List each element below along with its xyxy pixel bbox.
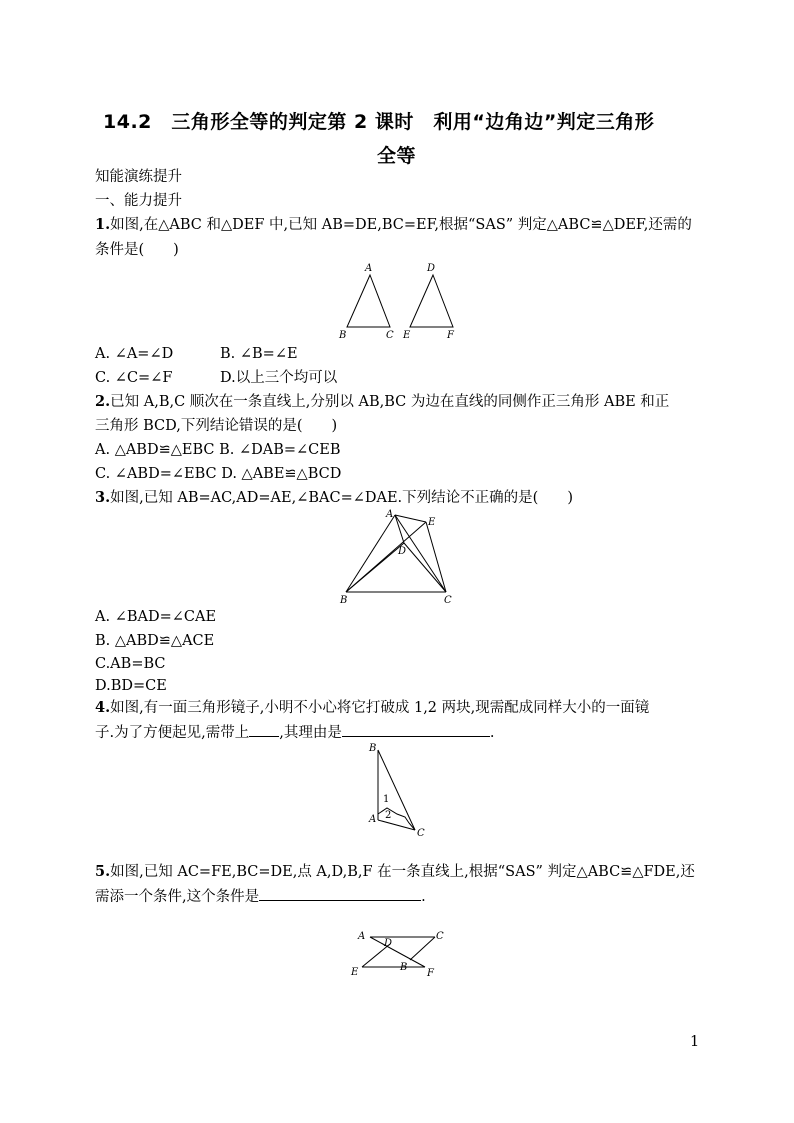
q4-number: 4. — [95, 699, 111, 716]
label-F: F — [427, 968, 434, 979]
label-E: E — [403, 330, 411, 341]
page-number: 1 — [690, 1034, 700, 1050]
label-B: B — [400, 962, 408, 973]
q5-number: 5. — [95, 863, 111, 880]
q1-option-a: A. ∠A=∠D — [95, 346, 174, 362]
q4-stem-end: . — [489, 725, 495, 741]
q3-option-d: D.BD=CE — [95, 678, 167, 694]
q1-stem: 如图,在△ABC 和△DEF 中,已知 AB=DE,BC=EF,根据“SAS” 判定△ABC≌△DEF,还需的 — [110, 217, 692, 233]
q1-option-c: C. ∠C=∠F — [95, 370, 173, 386]
q2-number: 2. — [95, 393, 111, 410]
part-heading: 一、能力提升 — [95, 193, 182, 209]
q4-stem-part1: 子.为了方便起见,需带上 — [95, 725, 250, 741]
q3-option-a: A. ∠BAD=∠CAE — [95, 609, 217, 625]
q2-text-line2: 三角形 BCD,下列结论错误的是( ) — [95, 418, 338, 434]
q1-figure — [335, 260, 465, 340]
label-F: F — [447, 330, 454, 341]
q5-figure — [350, 927, 450, 977]
label-A: A — [369, 814, 377, 825]
q4-stem: 如图,有一面三角形镜子,小明不小心将它打破成 1,2 两块,现需配成同样大小的一面镜 — [110, 700, 650, 716]
label-C: C — [386, 330, 394, 341]
q1-option-d: D.以上三个均可以 — [220, 370, 338, 386]
label-A: A — [358, 931, 366, 942]
label-E: E — [428, 517, 436, 528]
triangle-def — [410, 275, 453, 327]
q1-option-b: B. ∠B=∠E — [220, 346, 298, 362]
q5-condition-blank[interactable] — [259, 886, 421, 901]
q4-piece-blank[interactable] — [249, 722, 279, 737]
label-A: A — [386, 509, 394, 520]
label-A: A — [365, 263, 373, 274]
q5-stem: 如图,已知 AC=FE,BC=DE,点 A,D,B,F 在一条直线上,根据“SAS” 判定△ABC≌△FDE,还 — [110, 864, 695, 880]
q3-stem: 如图,已知 AB=AC,AD=AE,∠BAC=∠DAE.下列结论不正确的是( ) — [110, 490, 573, 506]
q3-option-b: B. △ABD≌△ACE — [95, 633, 215, 649]
q2-options-row1: A. △ABD≌△EBC B. ∠DAB=∠CEB — [95, 442, 341, 458]
q4-reason-blank[interactable] — [342, 722, 490, 737]
label-D: D — [398, 546, 407, 557]
label-C: C — [436, 931, 444, 942]
q4-figure — [365, 742, 435, 842]
label-B: B — [369, 743, 377, 754]
q3-option-c: C.AB=BC — [95, 656, 166, 672]
q4-text-line1 — [95, 698, 649, 718]
label-C: C — [417, 828, 425, 839]
q2-options-row2: C. ∠ABD=∠EBC D. △ABE≌△BCD — [95, 466, 342, 482]
piece-1-label: 1 — [383, 794, 390, 805]
q1-text-line1 — [95, 215, 692, 235]
q5-stem-part1: 需添一个条件,这个条件是 — [95, 889, 260, 905]
q2-text-line1 — [95, 392, 669, 412]
q5-stem-end: . — [421, 889, 426, 905]
q4-stem-part2: ,其理由是 — [279, 725, 342, 741]
q2-stem: 已知 A,B,C 顺次在一条直线上,分别以 AB,BC 为边在直线的同侧作正三角形 ABE 和正 — [110, 394, 670, 410]
q1-text-line2: 条件是( ) — [95, 242, 179, 258]
triangle-abc — [347, 275, 390, 327]
q5-text-line2 — [95, 886, 426, 907]
q3-figure — [338, 505, 458, 605]
label-B: B — [339, 330, 347, 341]
q4-text-line2 — [95, 722, 494, 743]
piece-2-label: 2 — [385, 810, 392, 821]
q1-number: 1. — [95, 216, 111, 233]
page-title-line2: 全等 — [377, 145, 417, 167]
label-E: E — [351, 967, 359, 978]
q3-text-line1 — [95, 488, 573, 508]
q5-text-line1 — [95, 862, 695, 882]
label-D: D — [384, 938, 393, 949]
section-heading: 知能演练提升 — [95, 169, 182, 185]
q3-number: 3. — [95, 489, 111, 506]
page-title-line1: 14.2 三角形全等的判定第 2 课时 利用“边角边”判定三角形 — [103, 111, 655, 133]
label-D: D — [427, 263, 436, 274]
label-C: C — [444, 595, 452, 606]
label-B: B — [340, 595, 348, 606]
